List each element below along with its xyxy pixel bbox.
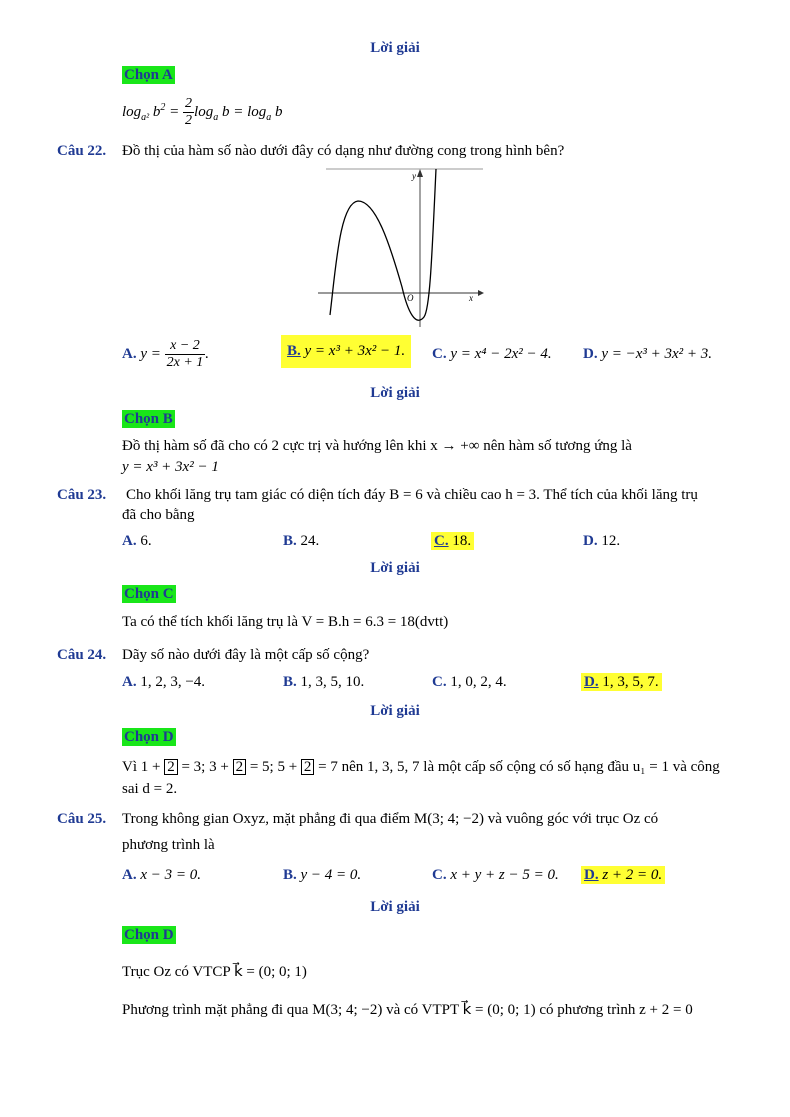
chon-badge: Chọn A — [124, 67, 173, 83]
option-b[interactable]: B. y = x³ + 3x² − 1. — [281, 335, 411, 368]
x-axis-arrow — [478, 290, 484, 296]
boxed-number: 2 — [301, 759, 315, 775]
option-a[interactable]: A. 1, 2, 3, −4. — [122, 674, 206, 690]
solution-heading: Lời giải — [370, 385, 420, 401]
option-b[interactable]: B. 1, 3, 5, 10. — [283, 674, 365, 690]
solution-text: Vì 1 + 2 = 3; 3 + 2 = 5; 5 + 2 = 7 nên 1, 3, 5, 7 là một cấp số cộng có số hạng đầu u₁ = 1 và công — [122, 759, 720, 775]
y-axis-label: y — [412, 171, 416, 181]
solution-text: Đồ thị hàm số đã cho có 2 cực trị và hướng lên khi x → +∞ nên hàm số tương ứng là — [122, 438, 632, 454]
q22-graph — [318, 165, 488, 330]
solution-text: Ta có thể tích khối lăng trụ là V = B.h = 6.3 = 18(dvtt) — [122, 614, 449, 630]
option-d[interactable]: D. 1, 3, 5, 7. — [581, 674, 662, 691]
question-text: Đồ thị của hàm số nào dưới đây có dạng như đường cong trong hình bên? — [122, 143, 565, 159]
origin-label: O — [407, 293, 414, 303]
question-text: Cho khối lăng trụ tam giác có diện tích đáy B = 6 và chiều cao h = 3. Thể tích của khối lăng trụ — [126, 487, 698, 503]
q21-formula: $\log_{a^2} b^2$ = $\frac{2}{2}$ $\log_a b = \log_a b$ — [122, 96, 283, 128]
question-label: Câu 25. — [57, 811, 107, 827]
solution-text: Trục Oz có VTCP k⃗ = (0; 0; 1) — [122, 964, 307, 980]
question-label: Câu 23. — [57, 487, 107, 503]
question-text: Trong không gian Oxyz, mặt phẳng đi qua điểm M(3; 4; −2) và vuông góc với trục Oz có — [122, 811, 659, 827]
chon-badge: Chọn D — [124, 927, 174, 943]
option-d[interactable]: D. y = −x³ + 3x² + 3. — [583, 346, 713, 362]
solution-heading: Lời giải — [370, 703, 420, 719]
boxed-number: 2 — [164, 759, 178, 775]
solution-heading: Lời giải — [370, 40, 420, 56]
option-a[interactable]: A. y = $\frac{x - 2}{2x + 1}$ . — [122, 338, 210, 370]
question-text: Dãy số nào dưới đây là một cấp số cộng? — [122, 647, 370, 663]
option-d[interactable]: D. z + 2 = 0. — [581, 867, 665, 884]
option-c[interactable]: C. 1, 0, 2, 4. — [432, 674, 507, 690]
chon-badge: Chọn C — [124, 586, 174, 602]
y-axis-arrow — [417, 169, 423, 177]
option-a[interactable]: A. x − 3 = 0. — [122, 867, 201, 883]
option-c[interactable]: C. y = x⁴ − 2x² − 4. — [432, 346, 552, 362]
chon-badge: Chọn D — [124, 729, 174, 745]
question-text: đã cho bằng — [122, 507, 195, 523]
x-axis-label: x — [469, 293, 473, 303]
solution-heading: Lời giải — [370, 560, 420, 576]
option-b[interactable]: B. 24. — [283, 533, 320, 549]
question-label: Câu 24. — [57, 647, 107, 663]
solution-heading: Lời giải — [370, 899, 420, 915]
option-a[interactable]: A. 6. — [122, 533, 152, 549]
solution-text: sai d = 2. — [122, 781, 178, 797]
option-c[interactable]: C. 18. — [431, 533, 474, 550]
question-label: Câu 22. — [57, 143, 107, 159]
chon-badge: Chọn B — [124, 411, 173, 427]
option-d[interactable]: D. 12. — [583, 533, 621, 549]
option-c[interactable]: C. x + y + z − 5 = 0. — [432, 867, 559, 883]
option-b[interactable]: B. y − 4 = 0. — [283, 867, 362, 883]
solution-text: Phương trình mặt phẳng đi qua M(3; 4; −2) và có VTPT k⃗ = (0; 0; 1) có phương trình z + 2 = 0 — [122, 1002, 693, 1018]
boxed-number: 2 — [233, 759, 247, 775]
solution-text: y = x³ + 3x² − 1 — [122, 459, 219, 475]
question-text: phương trình là — [122, 837, 215, 853]
